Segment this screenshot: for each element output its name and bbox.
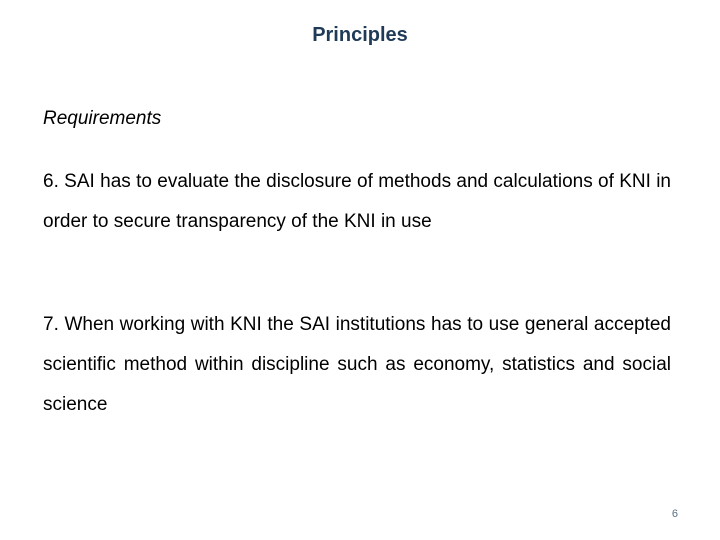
- section-heading: Requirements: [43, 108, 162, 129]
- slide-title: Principles: [312, 24, 408, 46]
- requirement-paragraph-7: 7. When working with KNI the SAI institutions has to use general accepted scientific method within discipline such as economy, statistics and social science: [43, 314, 671, 415]
- requirement-paragraph-6: 6. SAI has to evaluate the disclosure of methods and calculations of KNI in order to secure transparency of the KNI in use: [43, 171, 671, 232]
- page-number: 6: [671, 508, 678, 520]
